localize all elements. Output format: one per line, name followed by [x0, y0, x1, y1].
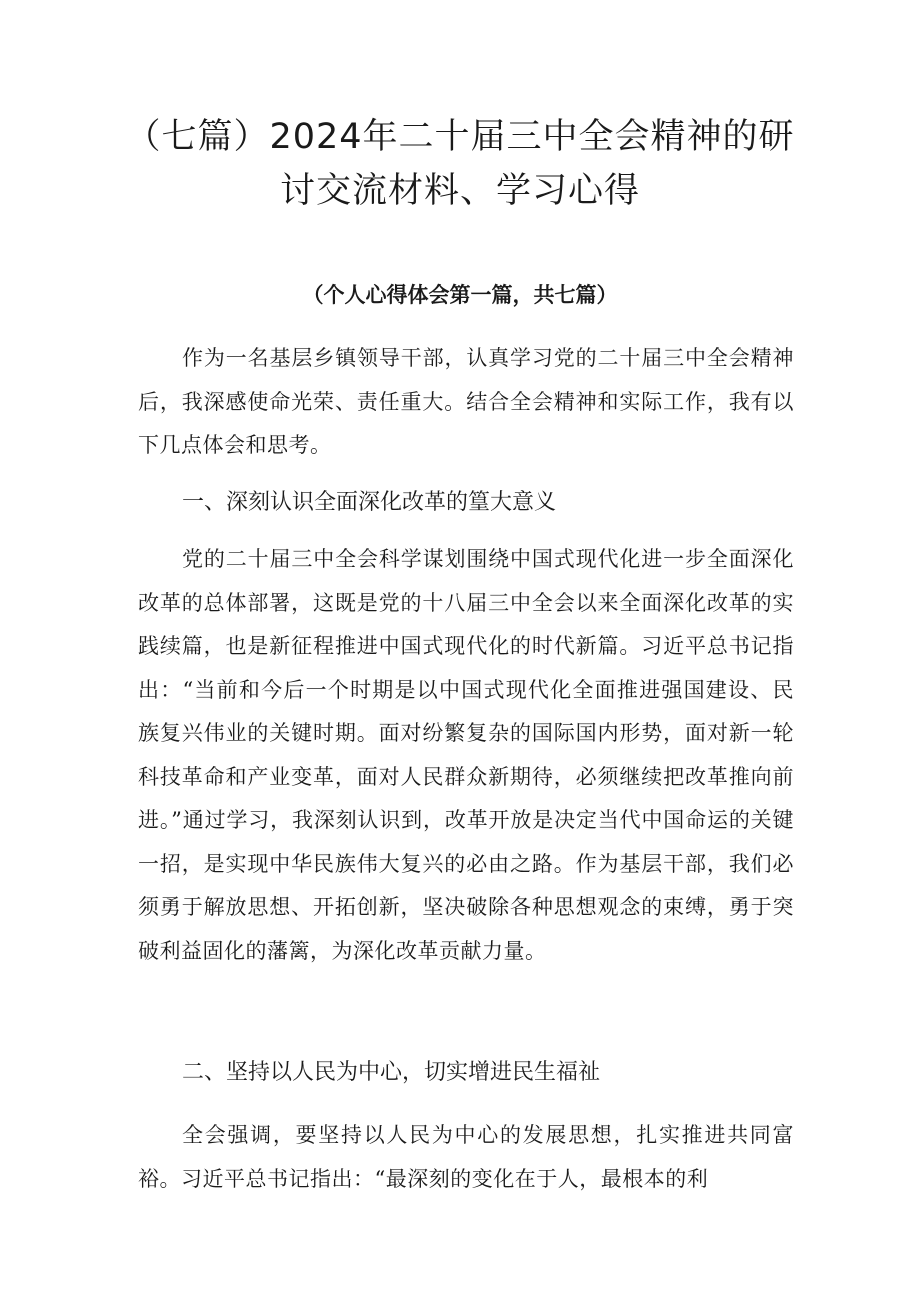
section-2-paragraph: 全会强调，要坚持以人民为中心的发展思想，扎实推进共同富裕。习近平总书记指出：“最深刻的变化在于人，最根本的利	[138, 1123, 794, 1191]
section-heading-1: 一、深刻认识全面深化改革的篁大意义	[182, 490, 557, 515]
section-heading-2: 二、坚持以人民为中心，切实增进民生福祉	[182, 1060, 601, 1085]
document-title: （七篇）2024年二十届三中全会精神的研讨交流材料、学习心得	[125, 117, 795, 211]
document-subtitle: （个人心得体会第一篇，共七篇）	[302, 282, 618, 307]
section-1-paragraph: 党的二十届三中全会科学谋划围绕中国式现代化进一步全面深化改革的总体部署，这既是党的十八届三中全会以来全面深化改革的实践续篇，也是新征程推进中国式现代化的时代新篇。习近平总书记指出：“当前和今后一个时期是以中国式现代化全面推进强国建设、民族复兴伟业的关键时期。面对纷繁复杂的国际国内形势，面对新一轮科技革命和产业变革，面对人民群众新期待，必须继续把改革推向前进。”通过学习，我深刻认识到，改革开放是决定当代中国命运的关键一招，是实现中华民族伟大复兴的必由之路。作为基层干部，我们必须勇于解放思想、开拓创新，坚决破除各种思想观念的束缚，勇于突破利益固化的藩篱，为深化改革贡献力量。	[138, 547, 794, 963]
intro-paragraph: 作为一名基层乡镇领导干部，认真学习党的二十届三中全会精神后，我深感使命光荣、责任重大。结合全会精神和实际工作，我有以下几点体会和思考。	[138, 346, 794, 457]
